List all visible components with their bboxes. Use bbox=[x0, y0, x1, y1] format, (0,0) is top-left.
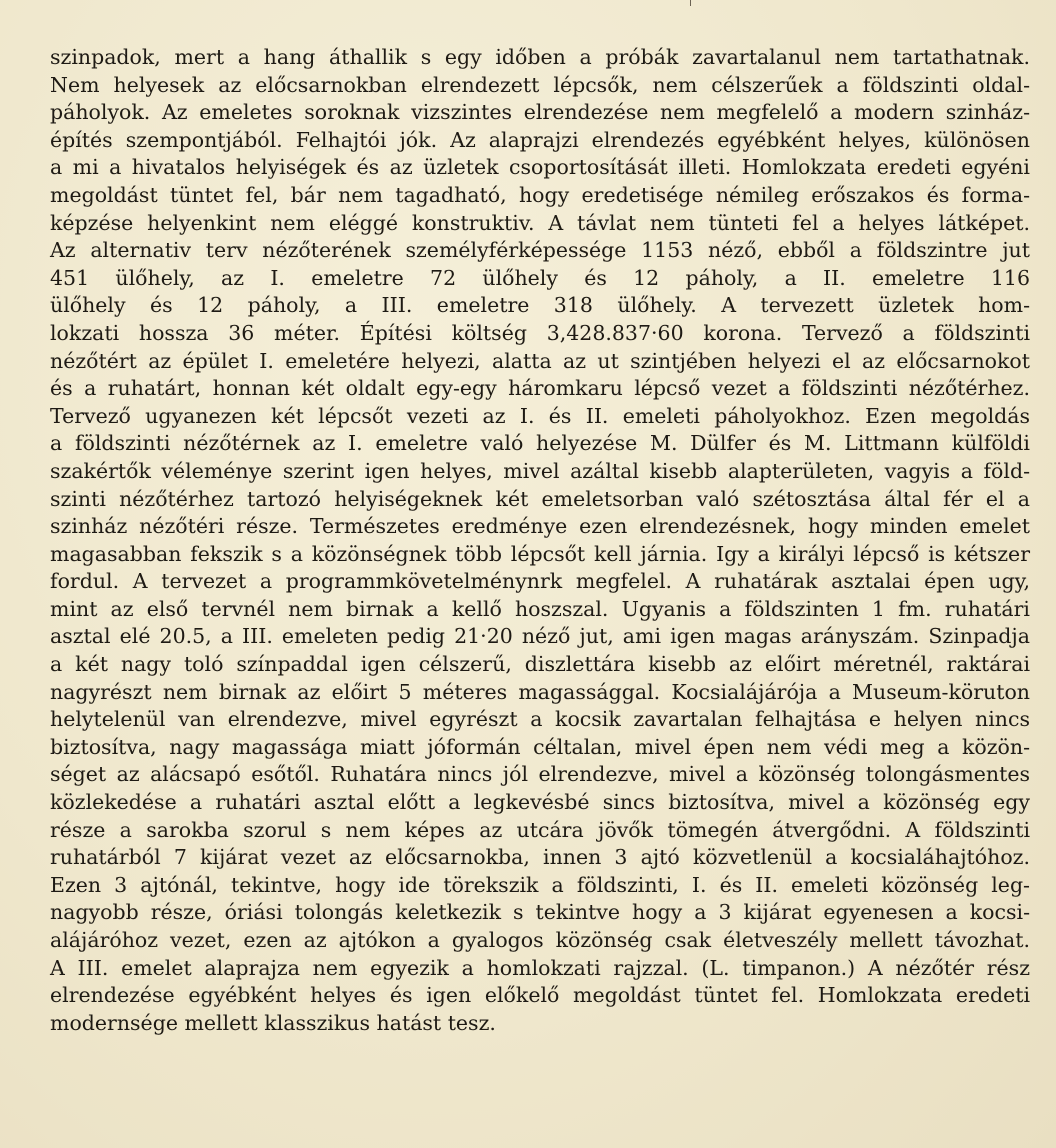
text-line: asztal elé 20.5, a III. emeleten pedig 21·20 néző jut, ami igen magas arányszám. Szinpadja bbox=[50, 624, 1030, 649]
text-line: alájáróhoz vezet, ezen az ajtókon a gyalogos közönség csak életveszély mellett távozhat. bbox=[50, 928, 1030, 952]
text-line: szinház nézőtéri része. Természetes eredménye ezen elrendezésnek, hogy minden emelet bbox=[50, 514, 1030, 539]
text-line: Ezen 3 ajtónál, tekintve, hogy ide törekszik a földszinti, I. és II. emeleti közönség leg- bbox=[50, 872, 1030, 897]
text-line: nagyobb része, óriási tolongás keletkezik s tekintve hogy a 3 kijárat egyenesen a kocsi- bbox=[50, 900, 1030, 925]
text-line: helytelenül van elrendezve, mivel egyrészt a kocsik zavartalan felhajtása e helyen nincs bbox=[50, 707, 1030, 732]
text-line: építés szempontjából. Felhajtói jók. Az alaprajzi elrendezés egyébként helyes, különösen bbox=[50, 127, 1030, 152]
text-line: elrendezése egyébként helyes és igen előkelő megoldást tüntet fel. Homlokzata eredeti bbox=[50, 983, 1030, 1008]
text-line: megoldást tüntet fel, bár nem tagadható, hogy eredetisége némileg erőszakos és forma- bbox=[50, 182, 1030, 207]
document-page bbox=[50, 44, 1030, 1037]
text-line: és a ruhatárt, honnan két oldalt egy-egy háromkaru lépcső vezet a földszinti nézőtérhez. bbox=[50, 376, 1030, 401]
text-line: a mi a hivatalos helyiségek és az üzletek csoportosítását illeti. Homlokzata eredeti egyéni bbox=[50, 155, 1030, 180]
text-line: szinti nézőtérhez tartozó helyiségeknek két emeletsorban való szétosztása által fér el a bbox=[50, 486, 1030, 511]
text-line: magasabban fekszik s a közönségnek több lépcsőt kell járnia. Igy a királyi lépcső is kétszer bbox=[50, 541, 1030, 566]
text-line: képzése helyenkint nem eléggé konstruktiv. A távlat nem tünteti fel a helyes látképet. bbox=[50, 210, 1030, 235]
text-line: mint az első tervnél nem birnak a kellő hoszszal. Ugyanis a földszinten 1 fm. ruhatári bbox=[50, 596, 1030, 621]
text-line: Nem helyesek az előcsarnokban elrendezett lépcsők, nem célszerűek a földszinti oldal- bbox=[50, 72, 1030, 97]
text-line: A III. emelet alaprajza nem egyezik a homlokzati rajzzal. (L. timpanon.) A nézőtér rész bbox=[50, 955, 1030, 980]
text-line: nagyrészt nem birnak az előirt 5 méteres magassággal. Kocsialájárója a Museum-köruton bbox=[50, 679, 1030, 704]
text-line: lokzati hossza 36 méter. Építési költség 3,428.837·60 korona. Tervező a földszinti bbox=[50, 320, 1030, 345]
text-line: Tervező ugyanezen két lépcsőt vezeti az I. és II. emeleti páholyokhoz. Ezen megoldás bbox=[50, 403, 1030, 428]
text-line: közlekedése a ruhatári asztal előtt a legkevésbé sincs biztosítva, mivel a közönség egy bbox=[50, 790, 1030, 815]
text-line: ülőhely és 12 páholy, a III. emeletre 318 ülőhely. A tervezett üzletek hom- bbox=[50, 293, 1030, 318]
text-line: ruhatárból 7 kijárat vezet az előcsarnokba, innen 3 ajtó közvetlenül a kocsialáhajtóhoz. bbox=[50, 845, 1030, 870]
text-line: a földszinti nézőtérnek az I. emeletre való helyezése M. Dülfer és M. Littmann külföldi bbox=[50, 431, 1030, 456]
text-line: nézőtért az épület I. emeletére helyezi, alatta az ut szintjében helyezi el az előcsarnokot bbox=[50, 348, 1030, 373]
text-line: fordul. A tervezet a programmkövetelménynrk megfelel. A ruhatárak asztalai épen ugy, bbox=[50, 569, 1030, 594]
text-line: szinpadok, mert a hang áthallik s egy időben a próbák zavartalanul nem tartathatnak. bbox=[50, 45, 1030, 69]
text-line: biztosítva, nagy magassága miatt jóformán céltalan, mivel épen nem védi meg a közön- bbox=[50, 734, 1030, 759]
text-line: a két nagy toló színpaddal igen célszerű, diszlettára kisebb az előirt méretnél, raktárai bbox=[50, 652, 1030, 677]
text-line: páholyok. Az emeletes soroknak vizszintes elrendezése nem megfelelő a modern szinház- bbox=[50, 100, 1030, 125]
text-line: modernsége mellett klasszikus hatást tesz. bbox=[50, 1010, 496, 1035]
text-line: 451 ülőhely, az I. emeletre 72 ülőhely és 12 páholy, a II. emeletre 116 bbox=[50, 265, 1030, 290]
text-line: szakértők véleménye szerint igen helyes, mivel azáltal kisebb alapterületen, vagyis a föld- bbox=[50, 458, 1030, 483]
text-line: Az alternativ terv nézőterének személyférképessége 1153 néző, ebből a földszintre jut bbox=[50, 238, 1030, 263]
page-mark bbox=[690, 0, 691, 6]
text-line: része a sarokba szorul s nem képes az utcára jövők tömegén átvergődni. A földszinti bbox=[50, 817, 1030, 842]
text-line: séget az alácsapó esőtől. Ruhatára nincs jól elrendezve, mivel a közönség tolongásmentes bbox=[50, 762, 1030, 787]
